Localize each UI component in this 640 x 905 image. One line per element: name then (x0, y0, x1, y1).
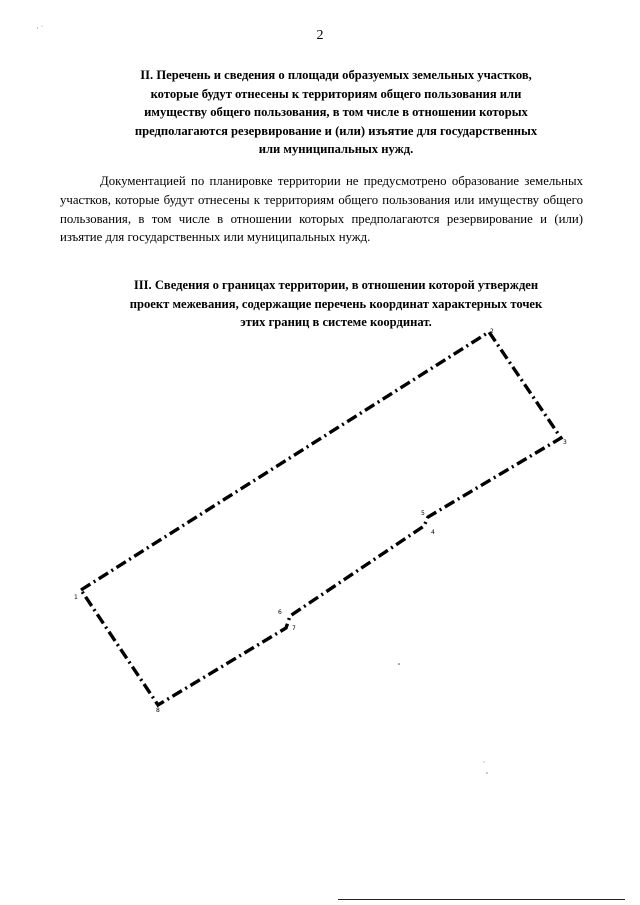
point-label-8: 8 (156, 707, 160, 714)
point-label-5: 5 (421, 510, 425, 517)
section-2-heading-line: имуществу общего пользования, в том числе в отношении которых (144, 105, 528, 119)
scan-speck (486, 772, 487, 773)
section-2-heading-line: предполагаются резервирование и (или) изъятие для государственных (134, 123, 538, 138)
section-3-heading-line: этих границ в системе координат. (240, 315, 432, 329)
section-3-heading-line: III. Сведения о границах территории, в отношении которой утвержден (133, 278, 539, 292)
point-label-4: 4 (431, 529, 435, 536)
point-label-2: 2 (490, 328, 494, 335)
section-2-paragraph: Документацией по планировке территории не предусмотрено образование земельных участков, которые будут отнесены к территориям общего пользования или имуществу общего пользования, в том числе в отношении которых предполагаются резервирование и (или) изъятие для государственных или муниципальных нужд. (60, 174, 583, 245)
boundary-polygon (81, 332, 561, 705)
footer-rule (338, 899, 625, 900)
section-2-heading-line: которые будут отнесены к территориям общего пользования или (150, 86, 522, 101)
point-label-7: 7 (292, 625, 296, 632)
section-2-heading-line: или муниципальных нужд. (258, 142, 414, 156)
scan-speck (398, 663, 400, 665)
point-label-3: 3 (563, 439, 567, 446)
section-2-heading-line: II. Перечень и сведения о площади образуемых земельных участков, (140, 68, 532, 82)
section-3-heading-line: проект межевания, содержащие перечень координат характерных точек (129, 296, 543, 311)
scan-artifact: · ˙ (36, 24, 44, 33)
point-label-6: 6 (278, 609, 282, 616)
page-number: 2 (316, 28, 324, 43)
point-label-1: 1 (74, 594, 78, 601)
scan-speck (484, 762, 485, 763)
